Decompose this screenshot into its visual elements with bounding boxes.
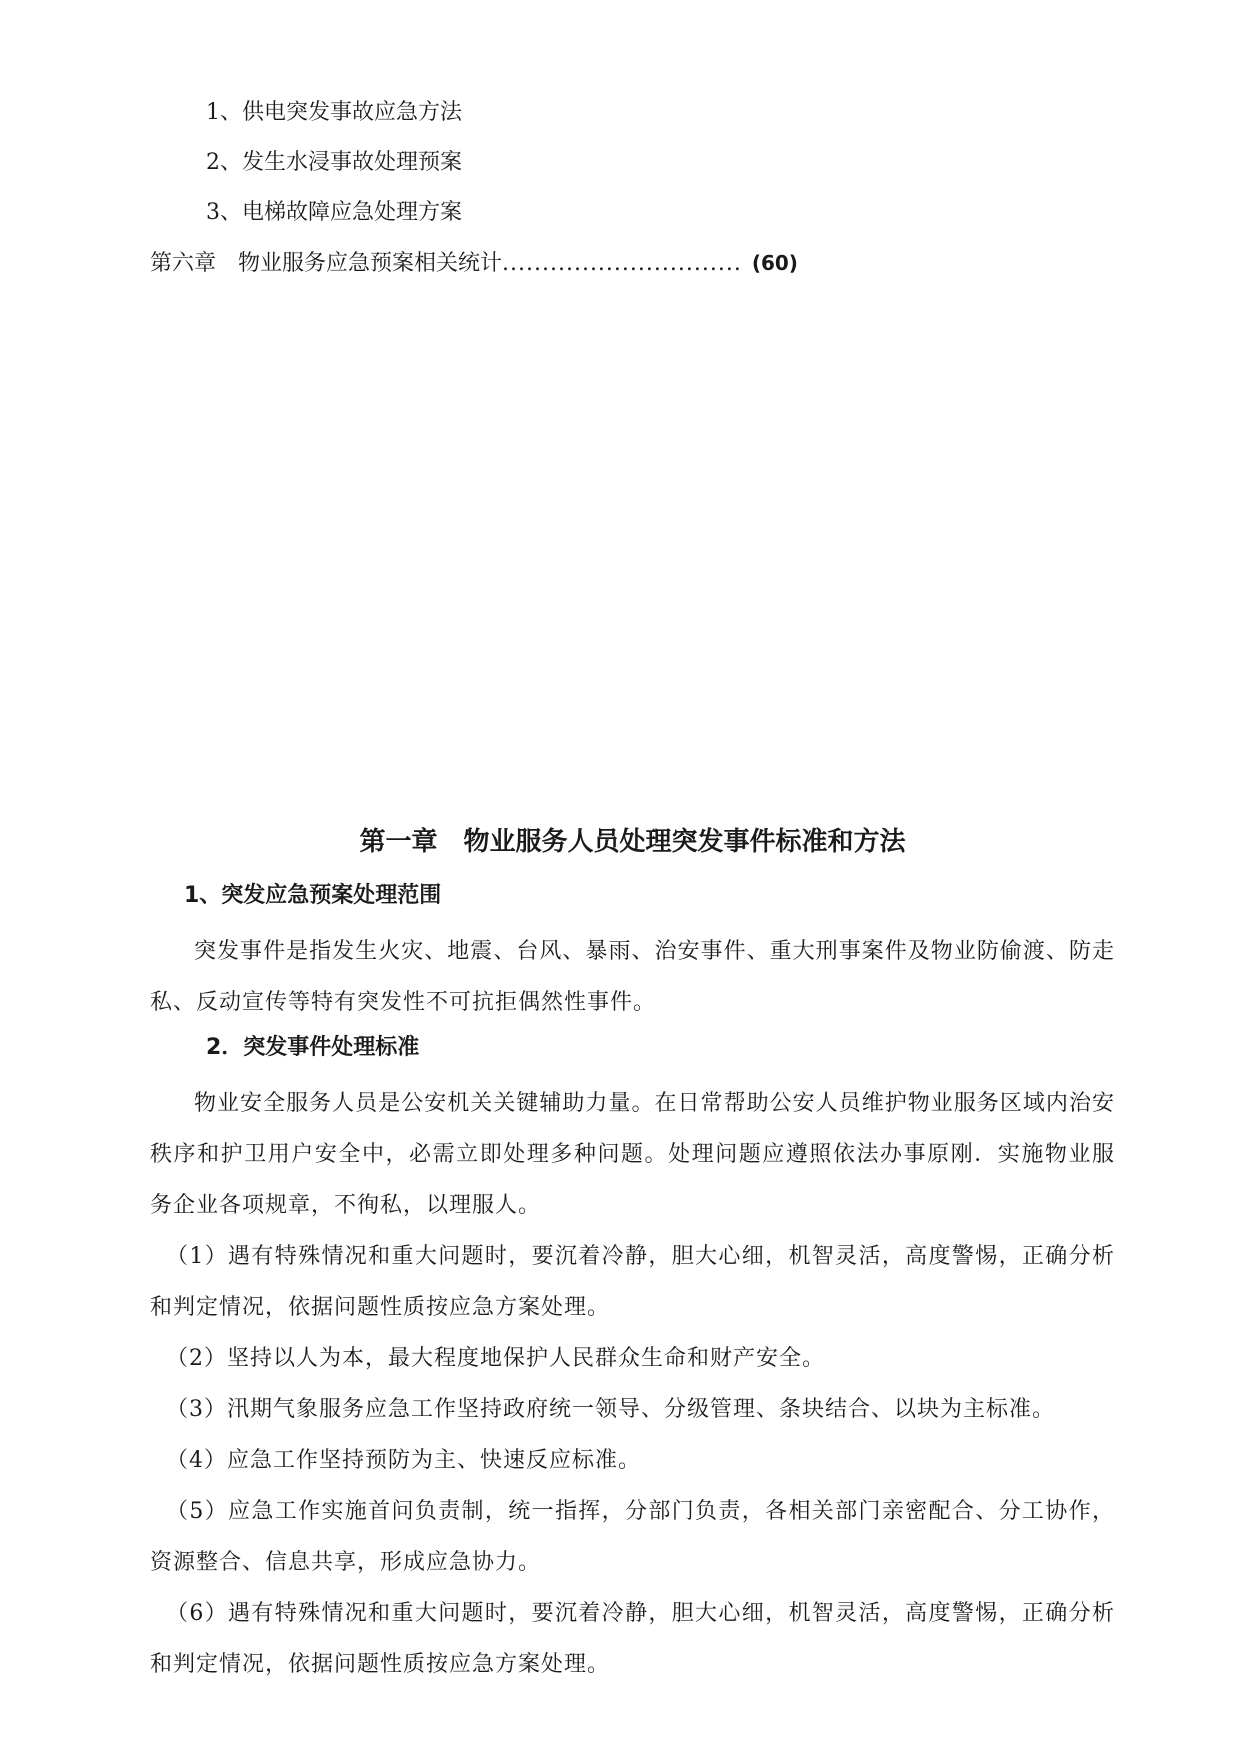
table-of-contents xyxy=(150,95,1110,285)
toc-leader-dots: .............................. xyxy=(502,251,742,276)
list-item: （4）应急工作坚持预防为主、快速反应标准。 xyxy=(166,1448,641,1473)
section-heading-standards: 2．突发事件处理标准 xyxy=(206,1035,420,1060)
paragraph-scope: 突发事件是指发生火灾、地震、台风、暴雨、治安事件、重大刑事案件及物业防偷渡、防走私、反动宣传等特有突发性不可抗拒偶然性事件。 xyxy=(150,939,1115,1015)
toc-page-number: (60) xyxy=(751,251,798,275)
toc-item-flood-plan[interactable]: 2、发生水浸事故处理预案 xyxy=(206,150,462,175)
section-heading-scope: 1、突发应急预案处理范围 xyxy=(184,883,442,908)
list-item: （6）遇有特殊情况和重大问题时，要沉着冷静，胆大心细，机智灵活，高度警惕，正确分析和判定情况，依据问题性质按应急方案处理。 xyxy=(150,1601,1115,1677)
toc-item-power-emergency[interactable]: 1、供电突发事故应急方法 xyxy=(206,100,462,125)
chapter-title: 第一章 物业服务人员处理突发事件标准和方法 xyxy=(359,827,906,857)
list-item: （1）遇有特殊情况和重大问题时，要沉着冷静，胆大心细，机智灵活，高度警惕，正确分析和判定情况，依据问题性质按应急方案处理。 xyxy=(150,1244,1115,1320)
list-item: （2）坚持以人为本，最大程度地保护人民群众生命和财产安全。 xyxy=(166,1346,825,1371)
toc-chapter-6[interactable] xyxy=(150,245,1110,285)
toc-item-elevator-plan[interactable]: 3、电梯故障应急处理方案 xyxy=(206,200,462,225)
list-item: （3）汛期气象服务应急工作坚持政府统一领导、分级管理、条块结合、以块为主标准。 xyxy=(166,1397,1055,1422)
chapter-1-body xyxy=(150,820,1115,1690)
list-item: （5）应急工作实施首问负责制，统一指挥，分部门负责，各相关部门亲密配合、分工协作，资源整合、信息共享，形成应急协力。 xyxy=(150,1499,1115,1575)
paragraph-standards: 物业安全服务人员是公安机关关键辅助力量。在日常帮助公安人员维护物业服务区域内治安秩序和护卫用户安全中，必需立即处理多种问题。处理问题应遵照依法办事原刚．实施物业服务企业各项规章，不徇私，以理服人。 xyxy=(150,1091,1115,1218)
toc-chapter-6-label: 第六章 物业服务应急预案相关统计 xyxy=(150,251,503,276)
